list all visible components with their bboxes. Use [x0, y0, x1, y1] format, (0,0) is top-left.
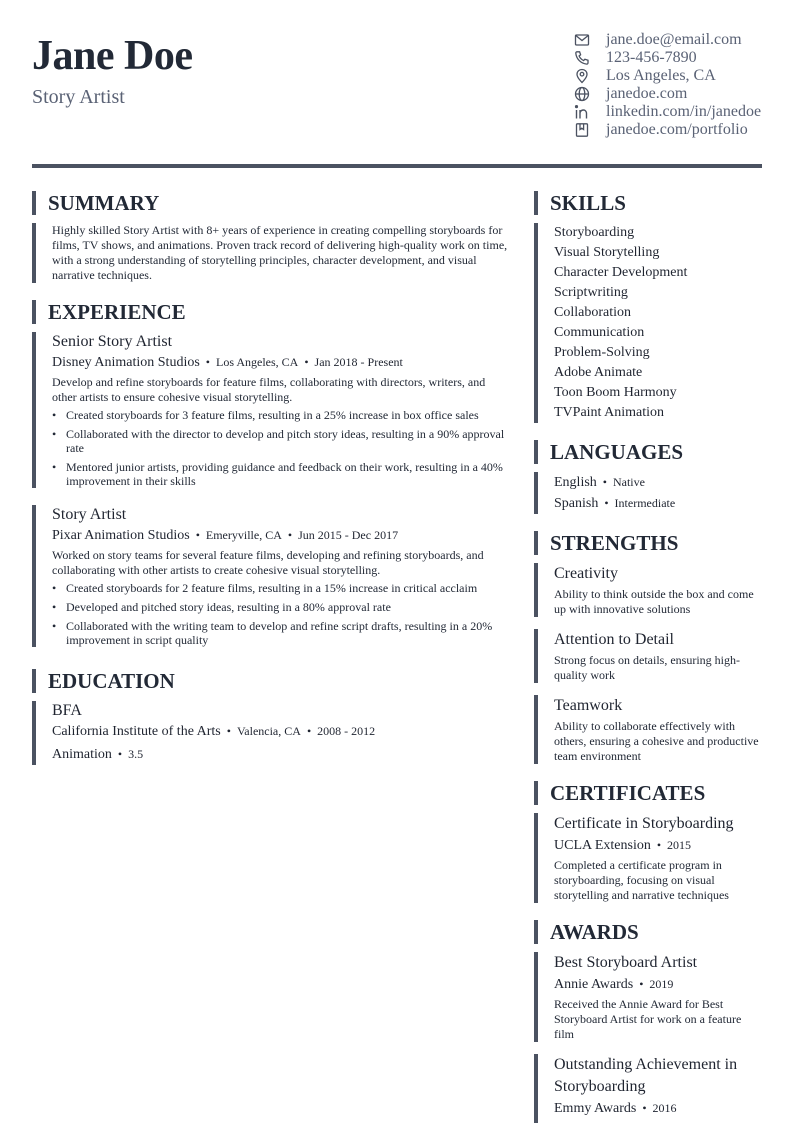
strength-name: Teamwork — [554, 697, 623, 714]
language-name: English — [554, 475, 597, 490]
education-school: California Institute of the Arts — [52, 724, 221, 739]
resume-header — [32, 30, 762, 150]
education-gpa: 3.5 — [128, 747, 144, 761]
award-meta: Annie Awards • 2019 — [554, 977, 674, 992]
job-meta: Pixar Animation Studios • Emeryville, CA • Jun 2015 - Dec 2017 — [52, 528, 399, 543]
award-name: Outstanding Achievement in Storyboarding — [554, 1056, 738, 1095]
header-divider — [32, 164, 762, 168]
job-role: Story Artist — [52, 506, 127, 523]
experience-item — [32, 505, 508, 647]
phone-icon — [574, 50, 590, 66]
contact-phone[interactable] — [574, 49, 761, 67]
skill-item: Toon Boom Harmony — [554, 385, 677, 400]
languages-block — [534, 472, 764, 514]
award-issuer: Emmy Awards — [554, 1101, 637, 1116]
job-bullets — [52, 408, 508, 488]
summary-block — [32, 223, 508, 283]
language-level: Native — [612, 475, 645, 489]
education-degree: BFA — [52, 702, 82, 719]
candidate-role: Story Artist — [32, 86, 125, 108]
contact-phone-text: 123-456-7890 — [606, 49, 697, 66]
languages-heading: LANGUAGES — [534, 440, 764, 464]
award-meta: Emmy Awards • 2016 — [554, 1101, 677, 1116]
skill-item: Character Development — [554, 265, 688, 280]
skill-item: Visual Storytelling — [554, 245, 660, 260]
education-field: Animation — [52, 747, 112, 762]
bookmark-icon — [574, 122, 590, 138]
contact-email[interactable] — [574, 31, 761, 49]
contact-website-text: janedoe.com — [606, 85, 688, 102]
globe-icon — [574, 86, 590, 102]
summary-heading: SUMMARY — [32, 191, 508, 215]
job-bullet: • Collaborated with the director to develop and pitch story ideas, resulting in a 90% approval rate — [52, 427, 508, 455]
education-item — [32, 701, 508, 765]
education-meta: California Institute of the Arts • Valencia, CA • 2008 - 2012 — [52, 724, 376, 739]
job-description: Develop and refine storyboards for feature films, collaborating with directors, writers, and other artists to ensure cohesive visual storytelling. — [52, 375, 486, 404]
linkedin-icon — [574, 104, 590, 120]
award-name: Best Storyboard Artist — [554, 954, 698, 971]
language-item: Spanish • Intermediate — [554, 496, 676, 511]
education-field-row: Animation • 3.5 — [52, 747, 144, 762]
strength-desc: Strong focus on details, ensuring high-quality work — [554, 653, 740, 682]
contact-linkedin[interactable] — [574, 103, 761, 121]
job-role: Senior Story Artist — [52, 333, 173, 350]
experience-item — [32, 332, 508, 488]
certificate-issuer: UCLA Extension — [554, 838, 651, 853]
strengths-heading: STRENGTHS — [534, 531, 764, 555]
award-year: 2019 — [649, 977, 674, 991]
job-location: Emeryville, CA — [205, 528, 282, 542]
certificate-year: 2015 — [667, 838, 692, 852]
job-dates: Jan 2018 - Present — [314, 355, 403, 369]
contact-list — [574, 31, 761, 139]
language-name: Spanish — [554, 496, 599, 511]
education-location: Valencia, CA — [236, 724, 301, 738]
candidate-name: Jane Doe — [32, 33, 193, 79]
job-dates: Jun 2015 - Dec 2017 — [298, 528, 399, 542]
contact-location — [574, 67, 761, 85]
certificate-name: Certificate in Storyboarding — [554, 815, 734, 832]
strength-name: Creativity — [554, 565, 618, 582]
award-year: 2016 — [652, 1101, 677, 1115]
strength-name: Attention to Detail — [554, 631, 674, 648]
job-bullet: • Collaborated with the writing team to develop and refine script drafts, resulting in a 20% improvement in script quality — [52, 619, 508, 647]
strength-desc: Ability to think outside the box and come up with innovative solutions — [554, 587, 754, 616]
skill-item: Adobe Animate — [554, 365, 643, 380]
job-location: Los Angeles, CA — [216, 355, 299, 369]
education-dates: 2008 - 2012 — [317, 724, 376, 738]
skills-heading: SKILLS — [534, 191, 764, 215]
job-description: Worked on story teams for several feature films, developing and refining storyboards, and collaborating with other artists to create cohesive visual storytelling. — [52, 548, 484, 577]
skill-item: Communication — [554, 325, 645, 340]
job-bullets — [52, 581, 508, 647]
certificate-meta: UCLA Extension • 2015 — [554, 838, 692, 853]
experience-heading: EXPERIENCE — [32, 300, 508, 324]
award-item — [534, 952, 764, 1042]
language-item: English • Native — [554, 475, 645, 490]
award-desc: Received the Annie Award for Best Storyboard Artist for work on a feature film — [554, 997, 742, 1041]
strength-item — [534, 695, 764, 764]
contact-location-text: Los Angeles, CA — [606, 67, 716, 84]
mail-icon — [574, 32, 590, 48]
contact-portfolio[interactable] — [574, 121, 761, 139]
award-item — [534, 1054, 764, 1123]
certificate-desc: Completed a certificate program in storyboarding, focusing on visual storytelling and narrative techniques — [554, 858, 729, 902]
contact-portfolio-text: janedoe.com/portfolio — [606, 121, 748, 138]
job-bullet: • Created storyboards for 2 feature films, resulting in a 15% increase in critical acclaim — [52, 581, 508, 595]
awards-heading: AWARDS — [534, 920, 764, 944]
left-column — [32, 191, 508, 767]
skill-item: Scriptwriting — [554, 285, 628, 300]
skill-item: Collaboration — [554, 305, 631, 320]
skill-item: Storyboarding — [554, 225, 635, 240]
skills-block — [534, 223, 764, 423]
job-bullet: • Developed and pitched story ideas, resulting in a 80% approval rate — [52, 600, 508, 614]
job-company: Pixar Animation Studios — [52, 528, 190, 543]
language-level: Intermediate — [614, 496, 676, 510]
job-bullet: • Created storyboards for 3 feature films, resulting in a 25% increase in box office sales — [52, 408, 508, 422]
location-icon — [574, 68, 590, 84]
certificate-item — [534, 813, 764, 903]
strength-item — [534, 563, 764, 617]
certificates-heading: CERTIFICATES — [534, 781, 764, 805]
job-bullet: • Mentored junior artists, providing guidance and feedback on their work, resulting in a 40% improvement in their skills — [52, 460, 508, 488]
contact-website[interactable] — [574, 85, 761, 103]
right-column — [534, 191, 764, 1123]
skill-item: Problem-Solving — [554, 345, 650, 360]
strength-item — [534, 629, 764, 683]
job-meta: Disney Animation Studios • Los Angeles, CA • Jan 2018 - Present — [52, 355, 403, 370]
contact-linkedin-text: linkedin.com/in/janedoe — [606, 103, 762, 120]
job-company: Disney Animation Studios — [52, 355, 200, 370]
summary-text: Highly skilled Story Artist with 8+ years of experience in creating compelling storyboards for films, TV shows, and animations. Proven track record of delivering high-quality work on time, with a strong understanding of storytelling principles, character development, and visual narrative techniques. — [52, 223, 508, 282]
strength-desc: Ability to collaborate effectively with others, ensuring a cohesive and productive team environment — [554, 719, 759, 763]
contact-email-text: jane.doe@email.com — [606, 31, 742, 48]
skill-item: TVPaint Animation — [554, 405, 665, 420]
award-issuer: Annie Awards — [554, 977, 634, 992]
education-heading: EDUCATION — [32, 669, 508, 693]
